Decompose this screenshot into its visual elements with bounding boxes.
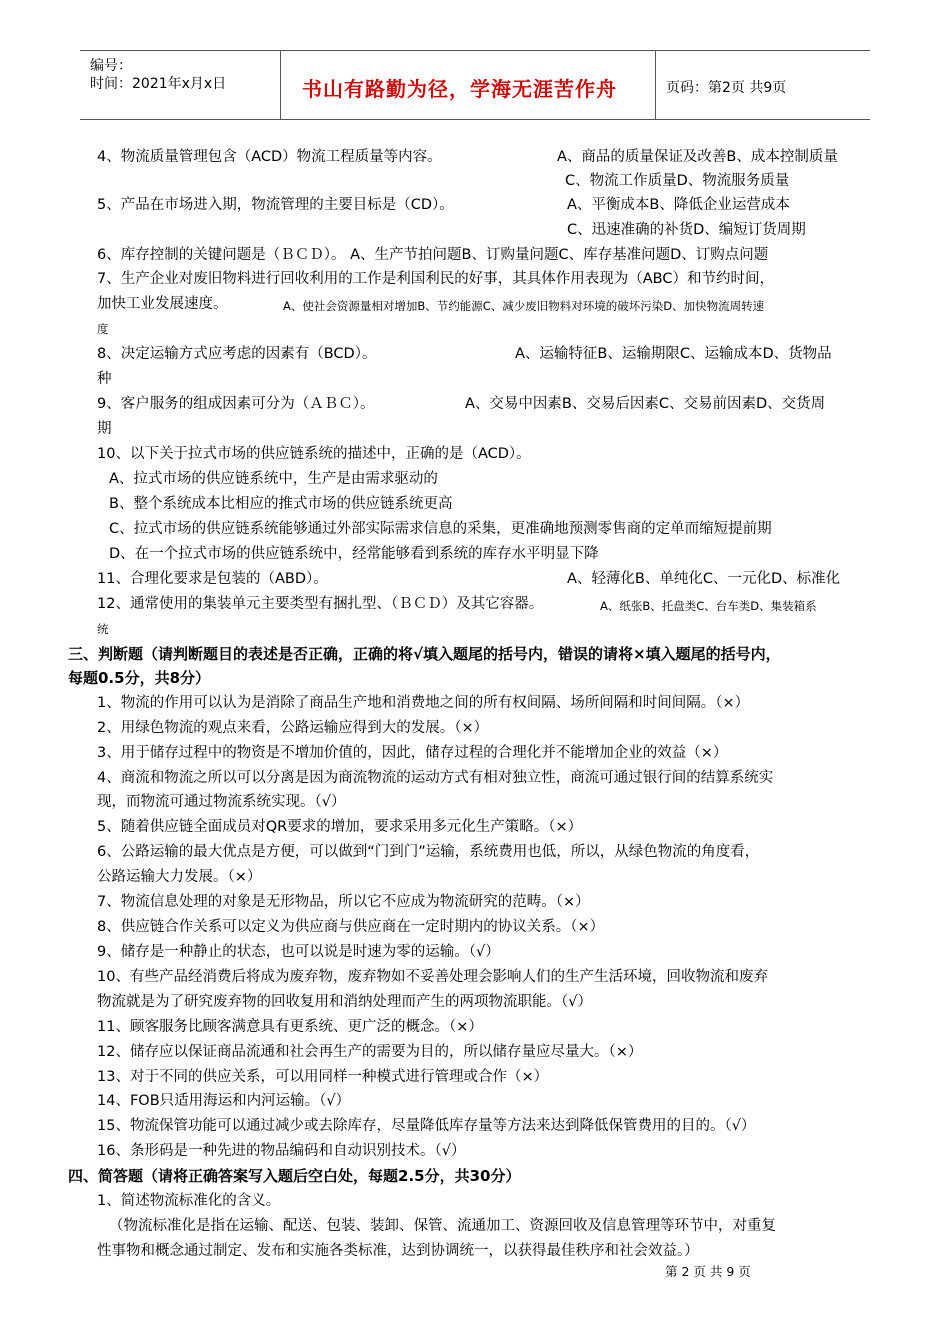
tf-item-5: 5、随着供应链全面成员对QR要求的增加，要求采用多元化生产策略。（×） [97, 819, 583, 835]
tf-item-13: 13、对于不同的供应关系，可以用同样一种模式进行管理或合作（×） [97, 1069, 549, 1085]
q7-options-cont: 度 [97, 322, 109, 336]
tf-item-1: 1、物流的作用可以认为是消除了商品生产地和消费地之间的所有权间隔、场所间隔和时间间隔。（×） [97, 695, 750, 711]
section-4-heading: 四、简答题（请将正确答案写入题后空白处，每题2.5分，共30分） [68, 1167, 521, 1185]
q9-stem: 9、客户服务的组成因素可分为（ＡＢＣ）。 [97, 396, 375, 412]
q11-stem: 11、合理化要求是包装的（ABD）。 [97, 571, 328, 587]
tf-item-9: 9、储存是一种静止的状态，也可以说是时速为零的运输。（√） [97, 944, 500, 960]
tf-item-14: 14、FOB只适用海运和内河运输。（√） [97, 1093, 351, 1109]
q7-options: A、使社会资源量相对增加B、节约能源C、减少废旧物料对环境的破坏污染D、加快物流周转速 [283, 299, 765, 313]
q7-stem-cont: 加快工业发展速度。 [97, 296, 228, 312]
page-footer: 第 2 页 共 9 页 [665, 1264, 751, 1279]
q5-options-cd: C、迅速准确的补货D、编短订货周期 [567, 222, 806, 238]
q4-options-ab: A、商品的质量保证及改善B、成本控制质量 [557, 149, 838, 165]
q10-option-d: D、在一个拉式市场的供应链系统中，经常能够看到系统的库存水平明显下降 [109, 546, 599, 562]
q10-option-a: A、拉式市场的供应链系统中，生产是由需求驱动的 [109, 471, 438, 487]
header-page-number: 页码：第2页 共9页 [666, 80, 787, 96]
doc-time-label: 时间：2021年x月x日 [90, 76, 227, 92]
sa-answer-1: （物流标准化是指在运输、配送、包装、装卸、保管、流通加工、资源回收及信息管理等环节中，对重复 [109, 1218, 776, 1234]
tf-item-16: 16、条形码是一种先进的物品编码和自动识别技术。（√） [97, 1143, 466, 1159]
tf-item-4: 4、商流和物流之所以可以分离是因为商流物流的运动方式有相对独立性，商流可通过银行间的结算系统实 [97, 770, 774, 786]
q4-stem: 4、物流质量管理包含（ACD）物流工程质量等内容。 [97, 149, 442, 165]
page-header [80, 50, 870, 120]
q7-stem: 7、生产企业对废旧物料进行回收利用的工作是利国利民的好事，其具体作用表现为（ABC）和节约时间， [97, 271, 774, 287]
tf-item-6-cont: 公路运输大力发展。（×） [97, 869, 262, 885]
q8-stem: 8、决定运输方式应考虑的因素有（BCD）。 [97, 346, 377, 362]
sa-answer-1-cont: 性事物和概念通过制定、发布和实施各类标准，达到协调统一，以获得最佳秩序和社会效益。） [97, 1243, 699, 1259]
q5-stem: 5、产品在市场进入期，物流管理的主要目标是（CD）。 [97, 197, 454, 213]
section-3-heading: 三、判断题（请判断题目的表述是否正确，正确的将√填入题尾的括号内，错误的请将×填入题尾的括号内， [68, 645, 781, 663]
q10-stem: 10、以下关于拉式市场的供应链系统的描述中，正确的是（ACD）。 [97, 446, 531, 462]
tf-item-12: 12、储存应以保证商品流通和社会再生产的需要为目的，所以储存量应尽量大。（×） [97, 1044, 643, 1060]
tf-item-3: 3、用于储存过程中的物资是不增加价值的，因此，储存过程的合理化并不能增加企业的效益（×） [97, 745, 728, 761]
q11-options: A、轻薄化B、单纯化C、一元化D、标准化 [567, 571, 841, 587]
tf-item-7: 7、物流信息处理的对象是无形物品，所以它不应成为物流研究的范畴。（×） [97, 894, 590, 910]
q12-stem: 12、通常使用的集装单元主要类型有捆扎型、（ＢＣＤ）及其它容器。 [97, 596, 544, 612]
q12-options-cont: 统 [97, 622, 109, 636]
tf-item-4-cont: 现，而物流可通过物流系统实现。（√） [97, 794, 346, 810]
sa-question-1: 1、简述物流标准化的含义。 [97, 1193, 281, 1209]
q12-options: A、纸张B、托盘类C、台车类D、集装箱系 [600, 599, 817, 613]
tf-item-6: 6、公路运输的最大优点是方便，可以做到“门到门”运输，系统费用也低，所以，从绿色物流的角度看， [97, 844, 760, 860]
q10-option-b: B、整个系统成本比相应的推式市场的供应链系统更高 [109, 496, 453, 512]
q4-options-cd: C、物流工作质量D、物流服务质量 [565, 173, 790, 189]
tf-item-8: 8、供应链合作关系可以定义为供应商与供应商在一定时期内的协议关系。（×） [97, 919, 605, 935]
header-info-cell [80, 51, 281, 119]
header-page-cell [655, 51, 871, 119]
tf-item-11: 11、顾客服务比顾客满意具有更系统、更广泛的概念。（×） [97, 1019, 483, 1035]
section-3-heading-cont: 每题0.5分，共8分） [68, 669, 211, 687]
q9-options: A、交易中因素B、交易后因素C、交易前因素D、交货周 [465, 396, 826, 412]
q8-options: A、运输特征B、运输期限C、运输成本D、货物品 [515, 346, 832, 362]
q8-options-cont: 种 [97, 371, 112, 387]
tf-item-10: 10、有些产品经消费后将成为废弃物，废弃物如不妥善处理会影响人们的生产生活环境，回收物流和废弃 [97, 969, 768, 985]
q9-options-cont: 期 [97, 421, 112, 437]
q6-line: 6、库存控制的关键问题是（ＢＣＤ）。 A、生产节拍问题B、订购量问题C、库存基准问题D、订购点问题 [97, 247, 769, 263]
header-motto: 书山有路勤为径，学海无涯苦作舟 [302, 77, 617, 101]
tf-item-2: 2、用绿色物流的观点来看，公路运输应得到大的发展。（×） [97, 720, 489, 736]
q5-options-ab: A、平衡成本B、降低企业运营成本 [567, 197, 790, 213]
doc-code-label: 编号： [90, 58, 132, 74]
tf-item-15: 15、物流保管功能可以通过减少或去除库存，尽量降低库存量等方法来达到降低保管费用的目的。（√） [97, 1118, 756, 1134]
q10-option-c: C、拉式市场的供应链系统能够通过外部实际需求信息的采集，更准确地预测零售商的定单而缩短提前期 [109, 521, 772, 537]
tf-item-10-cont: 物流就是为了研究废弃物的回收复用和消纳处理而产生的两项物流职能。（√） [97, 994, 592, 1010]
